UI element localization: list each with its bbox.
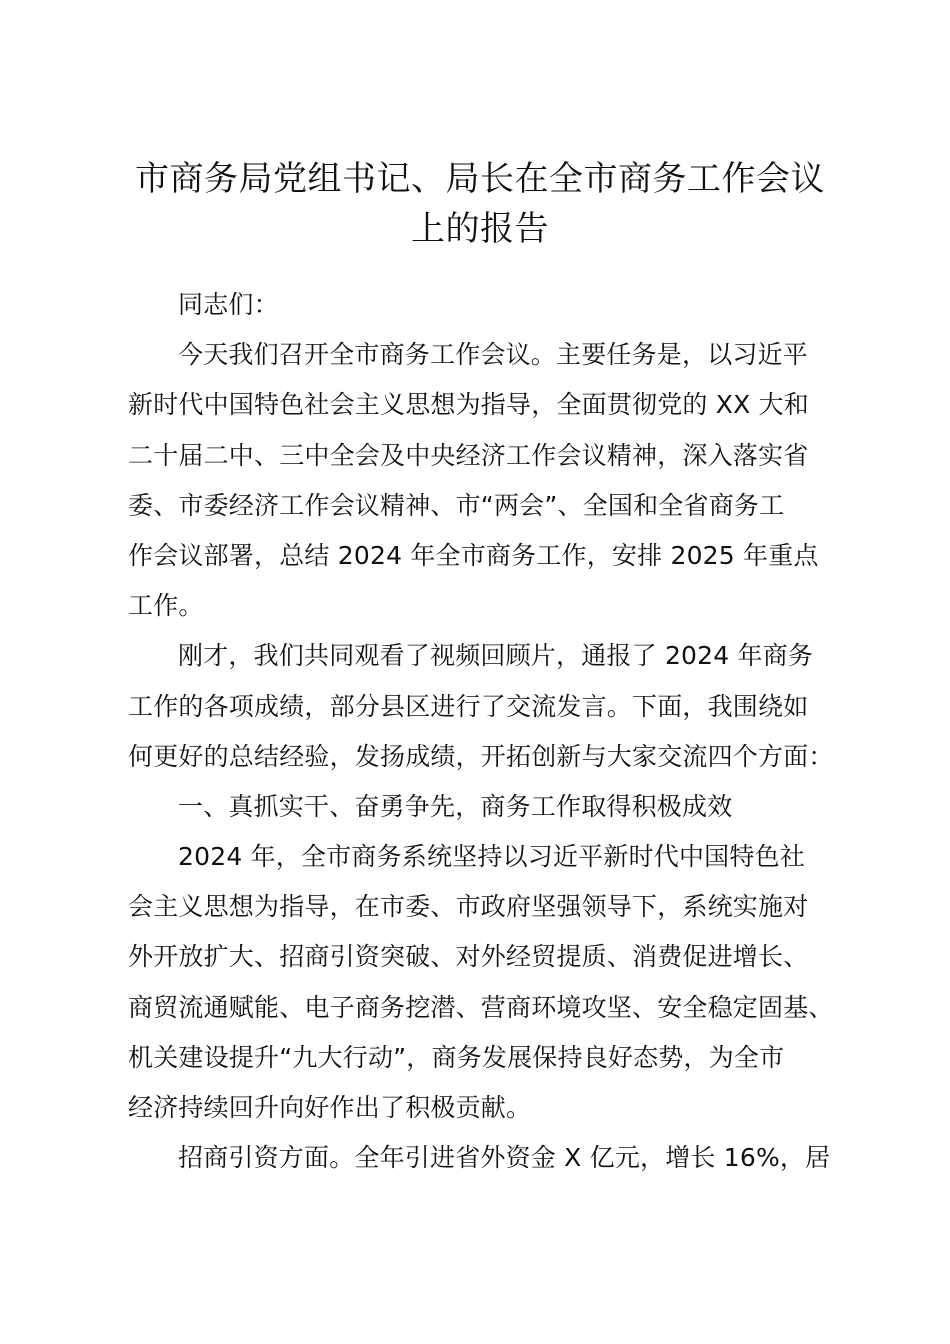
body-line: 何更好的总结经验，发扬成绩，开拓创新与大家交流四个方面： [128,741,834,771]
body-line: 二十届二中、三中全会及中央经济工作会议精神，深入落实省 [128,440,809,470]
body-line: 工作的各项成绩，部分县区进行了交流发言。下面，我围绕如 [128,691,809,721]
body-line: 新时代中国特色社会主义思想为指导，全面贯彻党的 XX 大和 [128,390,809,420]
body-line: 同志们： [178,290,279,319]
document-body [128,280,858,1183]
body-line: 经济持续回升向好作出了积极贡献。 [128,1093,532,1122]
title-line-2: 上的报告 [411,209,549,249]
body-line: 外开放扩大、招商引资突破、对外经贸提质、消费促进增长、 [128,942,809,972]
title-line-1: 市商务局党组书记、局长在全市商务工作会议 [135,159,825,199]
body-line: 委、市委经济工作会议精神、市“两会”、全国和全省商务工 [128,490,785,520]
document-title [120,154,840,254]
body-line: 今天我们召开全市商务工作会议。主要任务是，以习近平 [178,340,809,370]
body-line: 工作。 [128,591,204,621]
body-line: 会主义思想为指导，在市委、市政府坚强领导下，系统实施对 [128,892,809,922]
body-line: 一、真抓实干、奋勇争先，商务工作取得积极成效 [178,791,733,821]
body-line: 作会议部署，总结 2024 年全市商务工作，安排 2025 年重点 [128,540,819,570]
body-line: 2024 年，全市商务系统坚持以习近平新时代中国特色社 [178,842,805,872]
body-line: 机关建设提升“九大行动”，商务发展保持良好态势，为全市 [128,1042,785,1072]
body-line: 招商引资方面。全年引进省外资金 X 亿元，增长 16%，居 [178,1143,831,1173]
body-line: 商贸流通赋能、电子商务挖潜、营商环境攻坚、安全稳定固基、 [128,992,834,1022]
body-line: 刚才，我们共同观看了视频回顾片，通报了 2024 年商务 [178,641,814,671]
